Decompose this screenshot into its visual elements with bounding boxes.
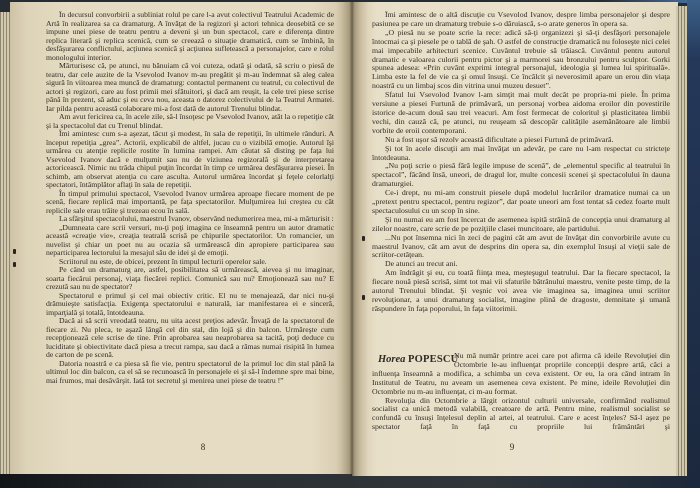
right-page: [352, 2, 678, 476]
author-last-name: POPESCU: [408, 354, 459, 365]
binding-mark: [13, 262, 16, 267]
left-page: [10, 2, 352, 474]
paragraph: În decursul convorbirii a subliniat rolul pe care l-a avut colectivul Teatrului Academic de Artă în realizarea sa ca dramaturg. A învăţat de la regizori şi actori tehnica deosebită ce se impune unei piese de teatru pentru a deveni şi un bun spectacol, care e diferenţa dintre replica literară şi replica scenică, cum se creează o situaţie dramatică, cum se îmbină, în desfăşurarea conflictului, acţiunea scenică şi acţiunea sufletească a personajelor, care e rolul monologului interior.: [46, 11, 334, 62]
author-first-name: Horea: [378, 354, 406, 365]
binding-mark: [13, 249, 16, 254]
left-page-text: [46, 11, 334, 435]
paragraph: „Nu poţi scrie o piesă fără legile impuse de scenă”, de „elementul specific al teatrului în spectacol”, făcând însă, uneori, de dragul lor, multe concesii scenei şi spectacolului în dauna dramaturgiei.: [372, 161, 670, 189]
paragraph: La sfârşitul spectacolului, maestrul Ivanov, observând nedumerirea mea, mi-a mărturisit :: [59, 214, 334, 223]
section-paragraph: Nu mă număr printre acei care pot afirma că ideile Revoluţiei din Octombrie le-au influenţat propriile concepţii despre artă, căci a influenţa înseamnă a modifica, a schimba un ceva existent. Or eu, la ora când intram în Institutul de Teatru, nu aveam un asemenea ceva existent. Pe mine, ideile Revoluţiei din Octombrie nu m-au influenţat, ci m-au format.: [372, 352, 670, 396]
paragraph: Îmi amintesc de o altă discuţie cu Vsevolod Ivanov, despre limba personajelor şi despre pasiunea pe care un dramaturg trebuie s-o dăruiască, s-o arate generos în opera sa.: [372, 11, 670, 28]
paragraph: ...Nu pot însemna nici în zeci de pagini cât am avut de învăţat din convorbirile avute cu maestrul Ivanov, cât am avut de desprins din opera sa, din exemplul însuşi al vieţii sale de scriitor-cetăţean.: [372, 232, 670, 260]
quote-paragraph: „Dumneata care scrii versuri, nu-ţi poţi imagina ce înseamnă pentru un autor dramatic această «creaţie vie», creaţia teatrală scrisă pe chipurile spectatorilor. Un romancier, un nuvelist şi chiar un poet nu au ocazia să urmărească din apropiere participarea sau neparticiparea lectorului la mesajul său de idei şi de emoţii.: [46, 222, 334, 257]
paragraph: Şi tot în acele discuţii am mai învăţat un adevăr, pe care nu l-am respectat cu stricteţe întotdeauna.: [372, 143, 670, 162]
quote-paragraph: Dacă ai să scrii vreodată teatru, nu uita acest preţios adevăr. Învaţă de la spectatorul de fiecare zi. Nu pleca, te aşază lângă cel din stal, din lojă şi din balcon. Urmăreşte cum recepţionează cele scrise de tine. Prin aprobarea sau neaprobarea sa tacită, poţi deduce cu luciditate şi obiectivitate dacă piesa a trecut rampa, sau dacă a rămas numai risipită în lumea de carton de pe scenă.: [46, 316, 334, 359]
page-number-left: 8: [200, 442, 206, 452]
binding-staple: [362, 295, 365, 300]
section-paragraph: Revoluţia din Octombrie a lărgit orizontul culturii universale, confirmând realismul socialist ca unică metodă valabilă, creatoare de artă. Pentru mine, realismul socialist se confundă cu însuşi înţelesul deplin al artei, al teatrului. Care e acest înţeles? Să-l aşez pe spectator faţă în faţă cu propriile lui frământări şi: [372, 395, 670, 432]
paragraph: Ce-i drept, nu mi-am construit piesele după modelul lucrărilor dramatice numai ca un „pretext pentru spectacol, pentru regizor”, dar poate uneori am fost tentat să cedez foarte mult spectaculosului cu un scop în sine.: [372, 188, 670, 215]
paragraph: Mărturisesc că, pe atunci, nu bănuiam că voi cuteza, odată şi odată, să scriu o piesă de teatru, dar cele auzite de la Vsevolod Ivanov m-au pregătit şi m-au îndemnat să aleg calea sigură în viitoarea mea muncă de dramaturg: contactul permanent cu teatrul, cu colectivul de actori şi regizori, care au fost primii mei sfătuitori, şi dacă am reuşit, la cele trei piese scrise până în prezent, să aduc şi eu ceva nou, aceasta o datorez colectivului de la Teatrul Armatei. Iar pilda pentru această colaborare mi-a fost dată de autorul Trenului blindat.: [46, 61, 334, 113]
quote-paragraph: „O piesă nu se poate scrie la rece: adică să-ţi organizezi şi să-ţi desfăşori personajele întocmai ca şi piesele pe o tablă de şah. O astfel de construcţie dramatică nu foloseşte nici celei mai impecabile arhitecturi scenice. Cuvântul trebuie să trăiască. Cuvântul pentru autorul dramatic e valoarea culorii pentru pictor şi a marmorei sau bronzului pentru sculptor. Gorki spunea adesea: «Prin cuvânt exprimi integral personajul, ideologia şi lumea lui spirituală». Limba este la fel de vie ca şi omul însuşi. Ce încâlcit şi neverosimil apare un erou din viaţa noastră cu un limbaj scos din vitrina unui muzeu desuet”.: [372, 27, 670, 91]
book-cover-edge: [687, 0, 700, 488]
paragraph: Şi nu numai eu am fost încercat de asemenea ispită străină de concepţia unui dramaturg al zilelor noastre, care scrie de pe poziţiile clasei muncitoare, ale partidului.: [372, 214, 670, 233]
author-name: [372, 352, 459, 369]
horea-popescu-section: [372, 352, 670, 444]
quote-paragraph: Scriitorul nu este, de obicei, prezent în timpul lecturii operelor sale.: [59, 256, 267, 266]
paragraph: Am îndrăgit şi eu, cu toată fiinţa mea, meşteşugul teatrului. Dar la fiecare spectacol, la fiecare nouă piesă scrisă, simt tot mai vii sfaturile bătrânului maestru, venite peste timp, de la autorul Trenului blindat. Şi veşnic voi avea vie imaginea sa, imaginea unui scriitor revoluţionar, a unui dramaturg socialist, imagine plină de dragoste, demnitate şi umană răspundere în faţa poporului, în faţa viitorimii.: [372, 268, 670, 313]
paragraph: Am avut fericirea ca, în acele zile, să-l însoţesc pe Vsevolod Ivanov, atât la o repetiţie cât şi la spectacolul dat cu Trenul blindat.: [46, 112, 334, 130]
paragraph: Îmi amintesc cum s-a aşezat, tăcut şi modest, în sala de repetiţii, în ultimele rânduri. A început repetiţia „grea”. Actorii, explicabil de altfel, jucau cu o vizibilă emoţie. Autorul îşi urmărea cu atenţie replicile rostite în lumina rampei. Am căutat să disting pe faţa lui Vsevolod Ivanov dacă e mulţumit sau nu de viziunea regizorală şi de interpretarea actoricească. Nimic nu trăda chipul puţin încordat în timp ce urmărea desfăşurarea piesei. În schimb, am observat atenţia cu care asculta. Autorul urmărea încordat şi feţele celorlalţi spectatori, întâmplător aflaţi în sala de repetiţii.: [46, 129, 334, 189]
paragraph: Nu a fost uşor să rezolv această dificultate a piesei Furtună de primăvară.: [385, 134, 614, 144]
quote-paragraph: Spectatorul e primul şi cel mai obiectiv critic. El nu te menajează, dar nici nu-şi drămuieşte satisfacţia. Exigenţa spectatorului e naturală, iar manifestarea ei e sinceră, imparţială şi totală, întotdeauna.: [46, 290, 334, 317]
paragraph: Sfatul lui Vsevolod Ivanov l-am simţit mai mult decât pe propria-mi piele. În prima versiune a piesei Furtună de primăvară, un personaj vorbea aidoma eroilor din povestirile istorice de-acum două sau trei veacuri. Am fost fermecat de coloritul şi plasticitatea limbii vechi, din cauză că, pe atunci, nu reuşeam să descopăr calităţile asemănătoare ale limbii vorbite de eroii contemporani.: [372, 90, 670, 135]
quote-paragraph: Datoria noastră e ca piesa să fie vie, pentru spectatorul de la primul loc din stal până la ultimul loc din balcon, ca el să se recunoască în personajele ei şi să-l îndemne spre mai bine, mai frumos, mai desăvârşit. Iată tot secretul şi menirea unei piese de teatru !”: [46, 358, 334, 385]
binding-staple: [362, 236, 365, 241]
paragraph: În timpul primului spectacol, Vsevolod Ivanov urmărea aproape fiecare moment de pe scenă, fiecare replică mai importantă, pe faţa spectatorilor. Mulţumirea lui creştea cu cât replicile sale erau trăite şi trezeau ecou în sală.: [46, 188, 334, 215]
page-number-right: 9: [509, 442, 515, 452]
quote-paragraph: Pe când un dramaturg are, astfel, posibilitatea să urmărească, aievea şi nu imaginar, soarta fiecărui personaj, viaţa fiecărei replici. Comunică sau nu? Emoţionează sau nu? E crezută sau nu de spectator?: [46, 265, 334, 291]
paragraph: De atunci au trecut ani.: [385, 259, 458, 269]
right-page-text: [372, 11, 670, 349]
